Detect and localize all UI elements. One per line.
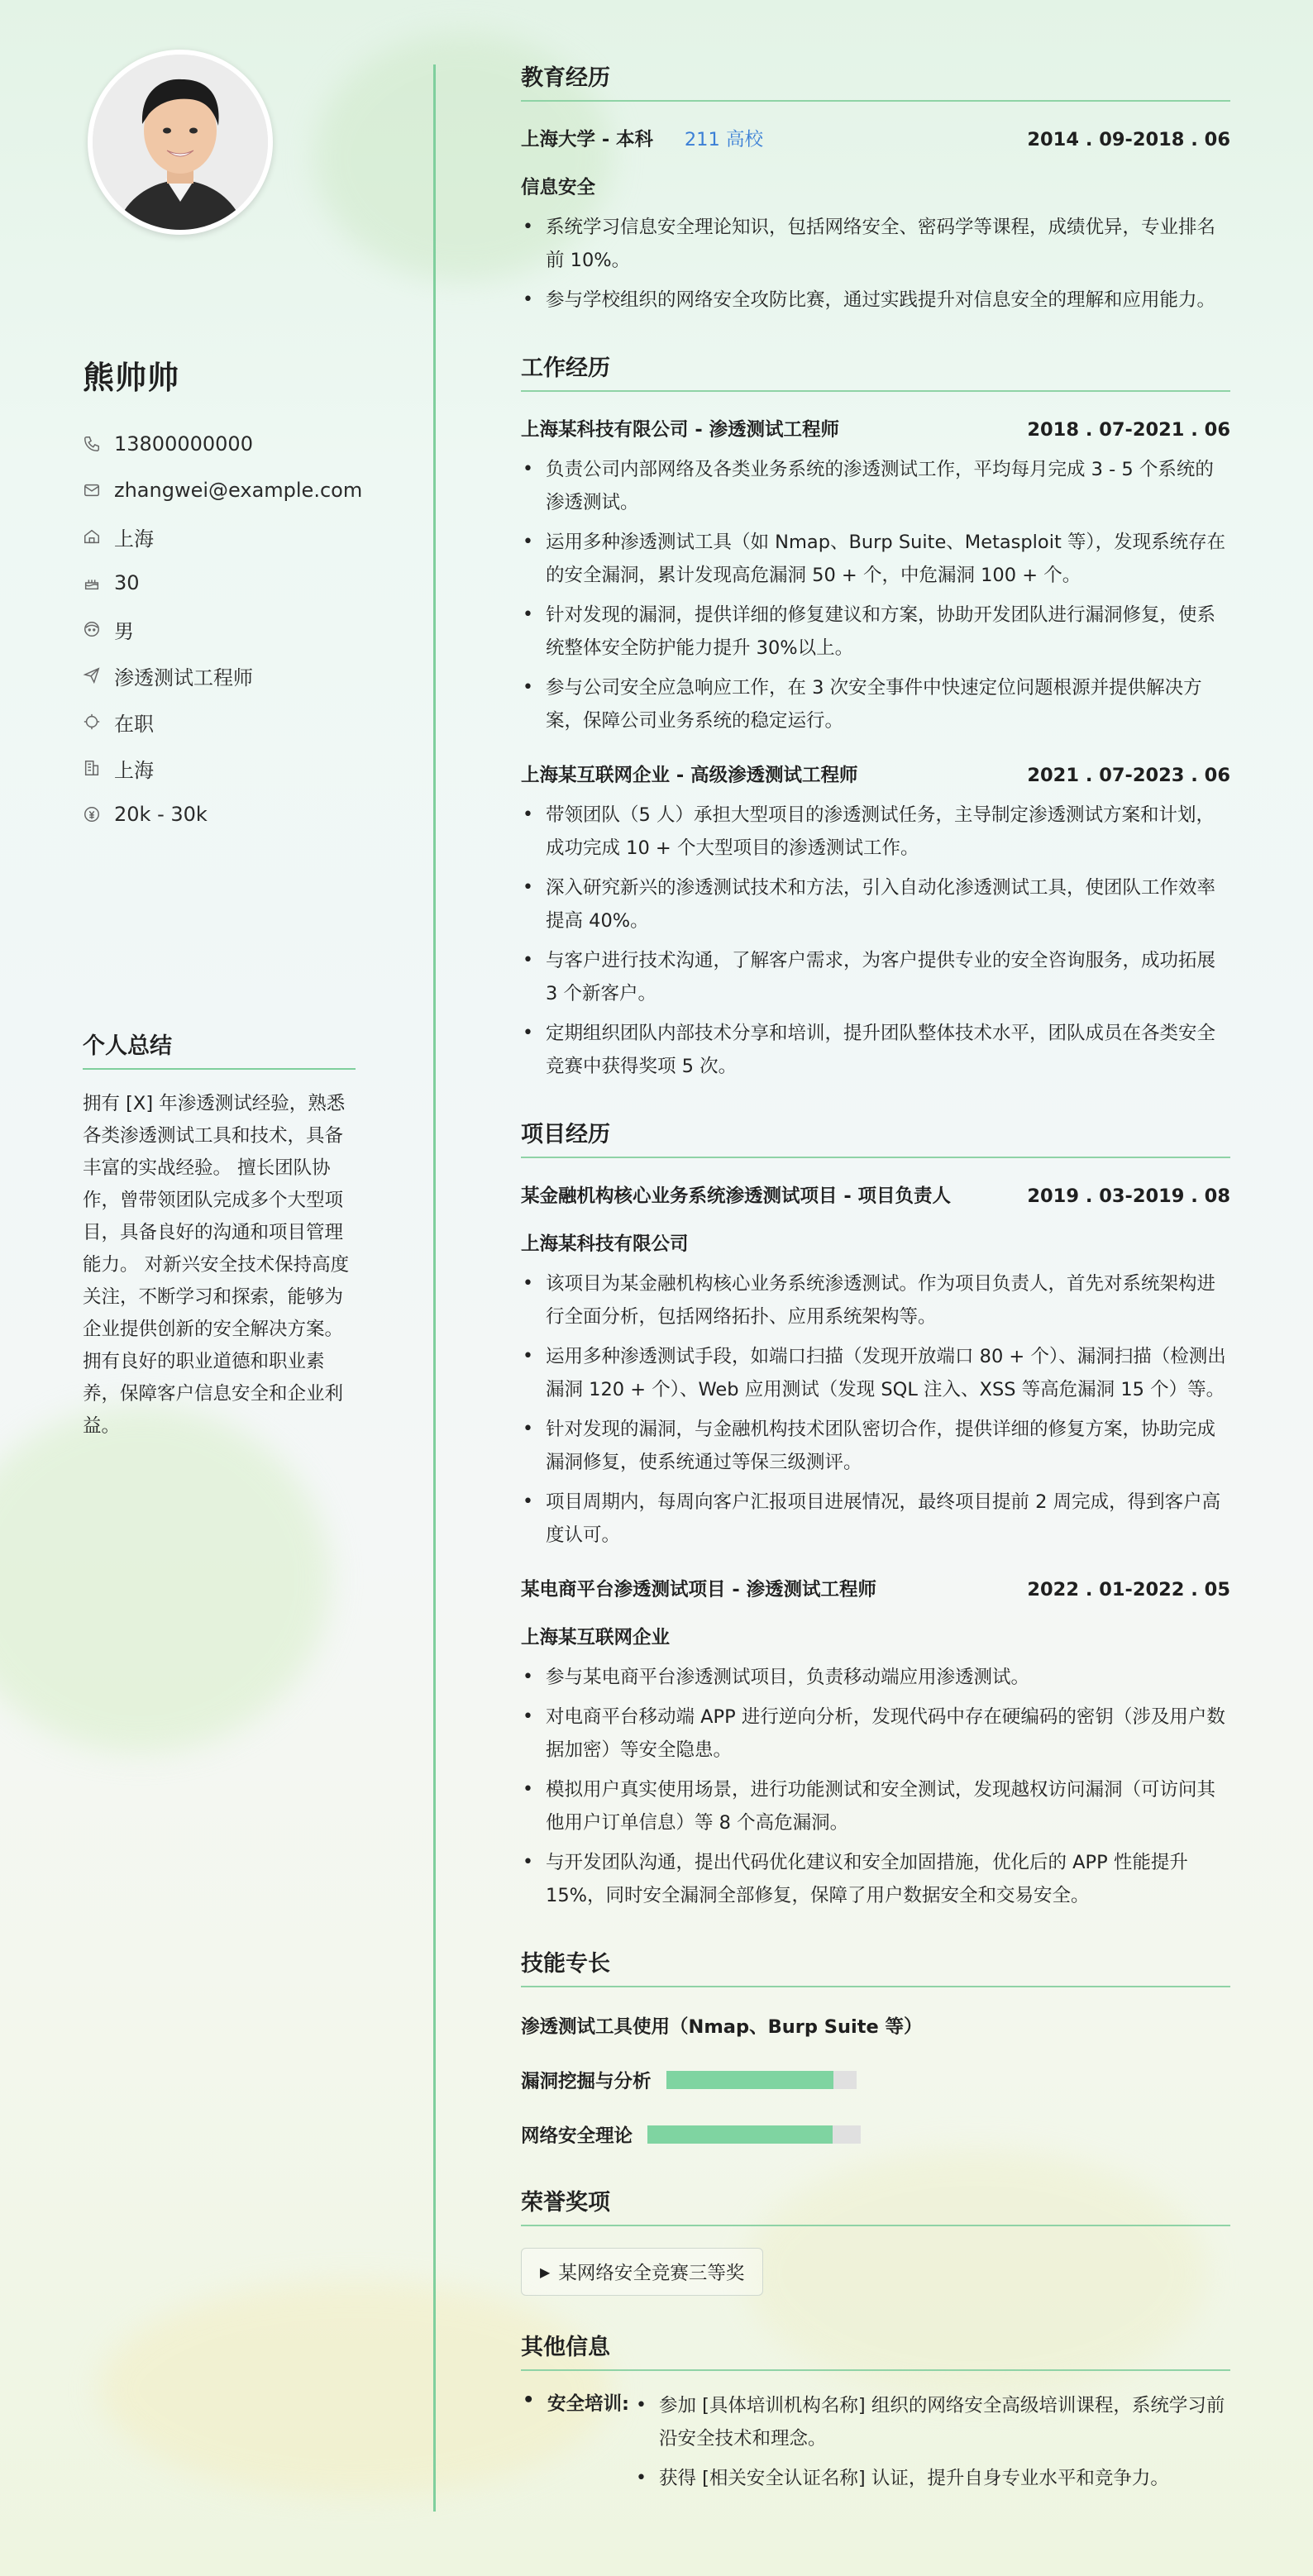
skill-bar-fill: [666, 2071, 833, 2089]
contact-info-list: [83, 421, 363, 837]
project-heading: 某电商平台渗透测试项目 - 渗透测试工程师: [521, 1579, 877, 1600]
skill-bar: [666, 2071, 857, 2089]
project-header: [521, 1181, 1230, 1208]
info-text: 上海: [114, 527, 154, 551]
section-title: 技能专长: [521, 1945, 1230, 1987]
list-item: • 深入研究新兴的渗透测试技术和方法，引入自动化渗透测试工具，使团队工作效率提高 40%。: [521, 871, 1230, 937]
info-location: [83, 513, 356, 560]
info-phone: [83, 421, 356, 467]
project-company: 上海某互联网企业: [521, 1627, 671, 1648]
list-item: • 参与学校组织的网络安全攻防比赛，通过实践提升对信息安全的理解和应用能力。: [521, 284, 1230, 317]
school-tag: 211 高校: [684, 129, 763, 150]
list-item: • 负责公司内部网络及各类业务系统的渗透测试工作，平均每月完成 3 - 5 个系统的渗透测试。: [521, 453, 1230, 519]
info-age: [83, 560, 356, 606]
info-text: 13800000000: [114, 432, 253, 456]
candidate-name: 熊帅帅: [83, 360, 180, 396]
list-item: • 获得 [相关安全认证名称] 认证，提升自身专业水平和竞争力。: [634, 2462, 1230, 2495]
sidebar: [83, 50, 363, 1443]
project-header: [521, 1575, 1230, 1601]
projects-section: [521, 1116, 1230, 1912]
avatar: [88, 50, 273, 235]
list-item: • 系统学习信息安全理论知识，包括网络安全、密码学等课程，成绩优异，专业排名前 10%。: [521, 211, 1230, 277]
status-icon: [83, 713, 101, 731]
skill-name: 渗透测试工具使用（Nmap、Burp Suite 等）: [521, 2016, 923, 2038]
info-status: [83, 699, 356, 745]
job-header: [521, 761, 1230, 787]
project-date: 2019 . 03-2019 . 08: [1027, 1185, 1230, 1207]
job-bullets: [521, 453, 1230, 737]
education-school-wrap: [521, 125, 763, 151]
project-company: 上海某科技有限公司: [521, 1233, 689, 1255]
list-item: • 运用多种渗透测试工具（如 Nmap、Burp Suite、Metasploit 等），发现系统存在的安全漏洞，累计发现高危漏洞 50 + 个，中危漏洞 100 + 个。: [521, 526, 1230, 592]
home-icon: [83, 527, 101, 546]
other-bullets: [634, 2389, 1230, 2502]
list-item: • 定期组织团队内部技术分享和培训，提升团队整体技术水平，团队成员在各类安全竞赛中获得奖项 5 次。: [521, 1017, 1230, 1083]
job-heading: 上海某科技有限公司 - 渗透测试工程师: [521, 419, 840, 441]
info-text: 渗透测试工程师: [114, 665, 253, 689]
job-bullets: [521, 799, 1230, 1083]
education-header: [521, 125, 1230, 151]
skill-bar: [647, 2125, 861, 2144]
list-item: • 模拟用户真实使用场景，进行功能测试和安全测试，发现越权访问漏洞（可访问其他用户订单信息）等 8 个高危漏洞。: [521, 1773, 1230, 1839]
list-item: • 参与公司安全应急响应工作，在 3 次安全事件中快速定位问题根源并提供解决方案，保障公司业务系统的稳定运行。: [521, 671, 1230, 737]
list-item: • 该项目为某金融机构核心业务系统渗透测试。作为项目负责人，首先对系统架构进行全面分析，包括网络拓扑、应用系统架构等。: [521, 1267, 1230, 1333]
award-item[interactable]: [521, 2248, 763, 2296]
project-bullets: [521, 1661, 1230, 1912]
info-email: [83, 467, 363, 513]
column-divider: [433, 64, 436, 2512]
list-item: • 参加 [具体培训机构名称] 组织的网络安全高级培训课程，系统学习前沿安全技术和理念。: [634, 2389, 1230, 2455]
section-title: 教育经历: [521, 60, 1230, 102]
list-item: • 与客户进行技术沟通，了解客户需求，为客户提供专业的安全咨询服务，成功拓展 3 个新客户。: [521, 944, 1230, 1010]
skill-name: 漏洞挖掘与分析: [521, 2071, 652, 2092]
cake-icon: [83, 574, 101, 592]
job-date: 2018 . 07-2021 . 06: [1027, 419, 1230, 441]
section-title: 工作经历: [521, 350, 1230, 392]
info-city: [83, 745, 356, 791]
skill-row: [521, 2009, 1230, 2042]
list-item: • 针对发现的漏洞，与金融机构技术团队密切合作，提供详细的修复方案，协助完成漏洞修复，使系统通过等保三级测评。: [521, 1413, 1230, 1479]
avatar-portrait: [93, 55, 268, 230]
list-item: • 项目周期内，每周向客户汇报项目进展情况，最终项目提前 2 周完成，得到客户高度认可。: [521, 1486, 1230, 1552]
education-date: 2014 . 09-2018 . 06: [1027, 129, 1230, 150]
skill-bar-fill: [647, 2125, 833, 2144]
award-text: 某网络安全竞赛三等奖: [558, 2263, 745, 2284]
project-date: 2022 . 01-2022 . 05: [1027, 1579, 1230, 1600]
play-triangle-icon: ▶: [540, 2264, 551, 2280]
skills-section: [521, 1945, 1230, 2151]
education-section: [521, 60, 1230, 317]
phone-icon: [83, 435, 101, 453]
info-gender: [83, 606, 356, 652]
info-text: zhangwei@example.com: [114, 479, 363, 502]
education-major: 信息安全: [521, 177, 596, 198]
summary-text: 拥有 [X] 年渗透测试经验，熟悉各类渗透测试工具和技术，具备丰富的实战经验。 擅长团队协作，曾带领团队完成多个大型项目，具备良好的沟通和项目管理能力。 对新兴安全技术保持高度关注，不断学习和探索，能够为企业提供创新的安全解决方案。 拥有良好的职业道德和职业素养，保障客户信息安全和企业利益。: [83, 1093, 350, 1437]
main-content: [521, 60, 1230, 2535]
project-bullets: [521, 1267, 1230, 1552]
section-title: 荣誉奖项: [521, 2184, 1230, 2226]
skill-row: [521, 2063, 1230, 2097]
info-salary: [83, 791, 356, 837]
education-bullets: [521, 211, 1230, 317]
gender-icon: [83, 620, 101, 638]
job-date: 2021 . 07-2023 . 06: [1027, 765, 1230, 786]
list-item: • 参与某电商平台渗透测试项目，负责移动端应用渗透测试。: [521, 1661, 1230, 1694]
other-label: • 安全培训:: [521, 2389, 629, 2502]
info-text: 在职: [114, 712, 154, 736]
list-item: • 与开发团队沟通，提出代码优化建议和安全加固措施，优化后的 APP 性能提升 15%，同时安全漏洞全部修复，保障了用户数据安全和交易安全。: [521, 1846, 1230, 1912]
project-heading: 某金融机构核心业务系统渗透测试项目 - 项目负责人: [521, 1185, 952, 1207]
honors-section: [521, 2184, 1230, 2296]
section-title: 其他信息: [521, 2329, 1230, 2371]
skill-name: 网络安全理论: [521, 2125, 633, 2147]
list-item: • 对电商平台移动端 APP 进行逆向分析，发现代码中存在硬编码的密钥（涉及用户数据加密）等安全隐患。: [521, 1701, 1230, 1767]
building-icon: [83, 759, 101, 777]
summary-title: 个人总结: [83, 1028, 356, 1070]
list-item: • 运用多种渗透测试手段，如端口扫描（发现开放端口 80 + 个）、漏洞扫描（检测出漏洞 120 + 个）、Web 应用测试（发现 SQL 注入、XSS 等高危漏洞 15 个）等。: [521, 1340, 1230, 1406]
work-section: [521, 350, 1230, 1083]
list-item: • 针对发现的漏洞，提供详细的修复建议和方案，协助开发团队进行漏洞修复，使系统整体安全防护能力提升 30%以上。: [521, 599, 1230, 665]
info-text: 20k - 30k: [114, 803, 208, 826]
info-position: [83, 652, 356, 699]
salary-icon: [83, 805, 101, 823]
skill-row: [521, 2118, 1230, 2151]
send-icon: [83, 666, 101, 685]
info-text: 上海: [114, 758, 154, 782]
other-item: [521, 2389, 1230, 2502]
mail-icon: [83, 481, 101, 499]
other-section: [521, 2329, 1230, 2502]
list-item: • 带领团队（5 人）承担大型项目的渗透测试任务，主导制定渗透测试方案和计划，成功完成 10 + 个大型项目的渗透测试工作。: [521, 799, 1230, 865]
education-school: 上海大学 - 本科: [521, 129, 654, 150]
job-heading: 上海某互联网企业 - 高级渗透测试工程师: [521, 765, 858, 786]
info-text: 男: [114, 619, 134, 643]
job-header: [521, 415, 1230, 441]
section-title: 项目经历: [521, 1116, 1230, 1158]
background-decoration: [0, 1405, 331, 1753]
info-text: 30: [114, 571, 140, 594]
